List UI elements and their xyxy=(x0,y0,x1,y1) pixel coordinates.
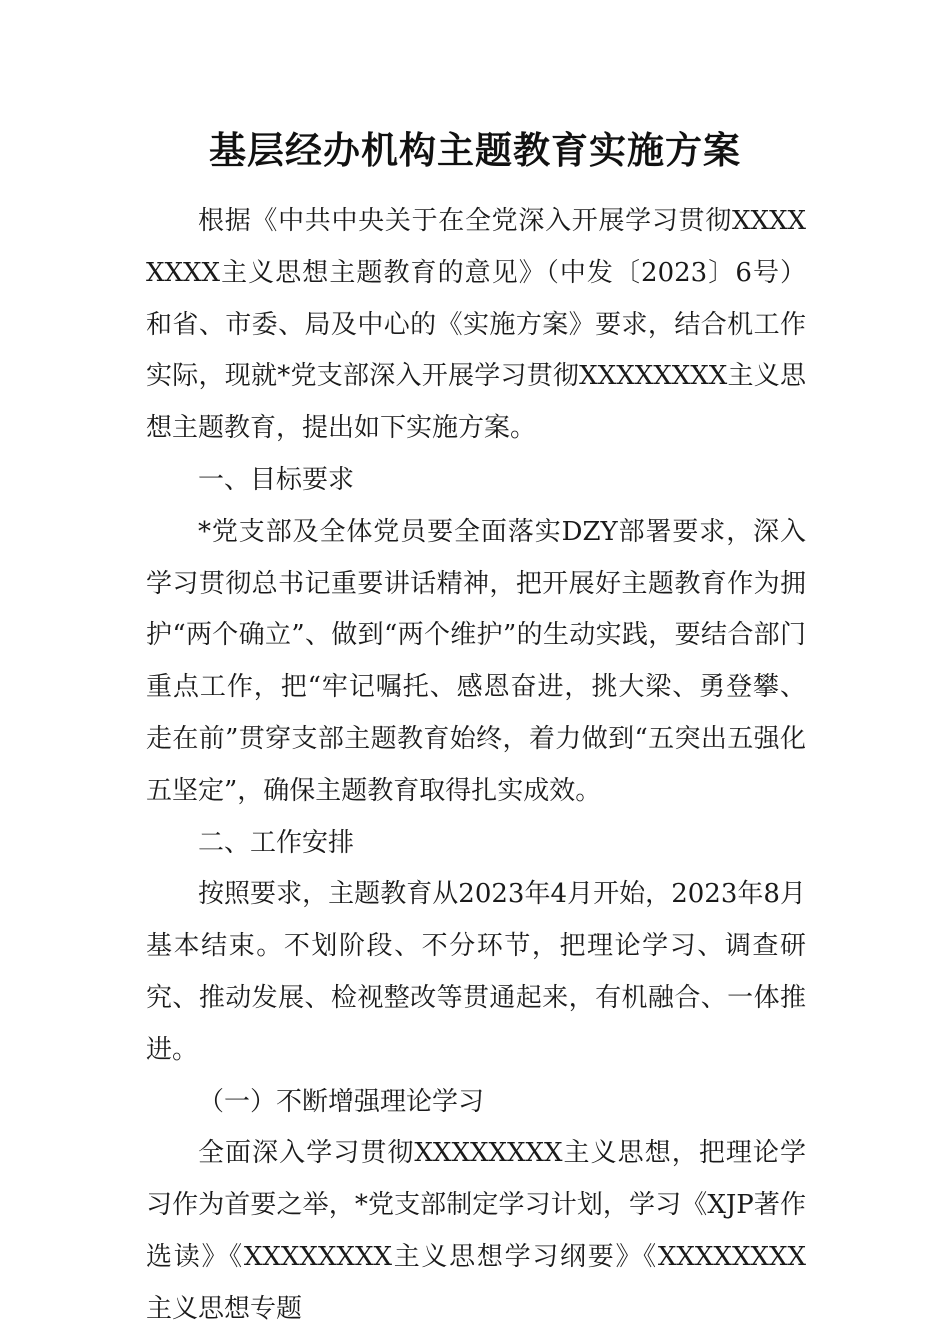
document-body xyxy=(146,196,806,1336)
intro-paragraph: 根据《中共中央关于在全党深入开展学习贯彻XXXXXXXX主义思想主题教育的意见》（中发〔2023〕6号）和省、市委、局及中心的《实施方案》要求，结合机工作实际，现就*党支部深入开展学习贯彻XXXXXXXX主义思想主题教育，提出如下实施方案。 xyxy=(146,206,806,444)
subsection-heading-theory-study: （一）不断增强理论学习 xyxy=(198,1086,485,1117)
document-title: 基层经办机构主题教育实施方案 xyxy=(209,128,741,172)
arrangement-paragraph: 按照要求，主题教育从2023年4月开始，2023年8月基本结束。不划阶段、不分环节，把理论学习、调查研究、推动发展、检视整改等贯通起来，有机融合、一体推进。 xyxy=(146,879,806,1065)
goals-paragraph: *党支部及全体党员要全面落实DZY部署要求，深入学习贯彻总书记重要讲话精神，把开展好主题教育作为拥护“两个确立”、做到“两个维护”的生动实践，要结合部门重点工作，把“牢记嘱托、感恩奋进，挑大梁、勇登攀、走在前”贯穿支部主题教育始终，着力做到“五突出五强化五坚定”，确保主题教育取得扎实成效。 xyxy=(146,516,806,806)
section-heading-arrangement: 二、工作安排 xyxy=(198,827,355,858)
section-heading-goals: 一、目标要求 xyxy=(198,464,355,495)
theory-study-paragraph: 全面深入学习贯彻XXXXXXXX主义思想，把理论学习作为首要之举，*党支部制定学习计划，学习《XJP著作选读》《XXXXXXXX主义思想学习纲要》《XXXXXXXX主义思想专题 xyxy=(146,1138,806,1324)
